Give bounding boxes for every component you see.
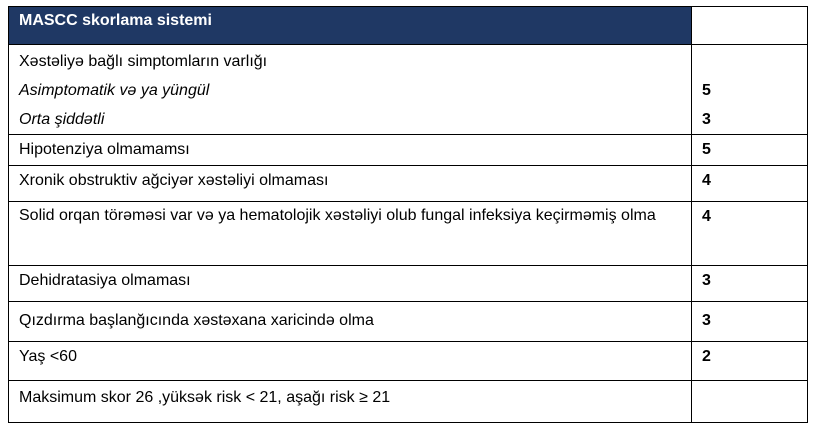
- criterion-label: Xəstəliyə bağlı simptomların varlığı: [19, 53, 268, 70]
- table-row: [9, 342, 808, 381]
- criterion-cell: [9, 381, 692, 423]
- table-row: [9, 381, 808, 423]
- score-cell: [692, 266, 808, 302]
- score-cell: [692, 202, 808, 266]
- criterion-cell: [9, 135, 692, 166]
- criterion-cell: [9, 166, 692, 202]
- score-value: 3: [702, 272, 711, 289]
- criterion-label: Yaş <60: [19, 348, 77, 365]
- score-value: [692, 47, 807, 76]
- criterion-cell: [9, 302, 692, 342]
- criterion-label: Qızdırma başlanğıcında xəstəxana xaricində olma: [19, 312, 374, 329]
- score-value: 3: [702, 111, 711, 128]
- score-cell: [692, 45, 808, 135]
- score-cell: [692, 381, 808, 423]
- criterion-label: Dehidratasiya olmaması: [19, 272, 191, 289]
- criterion-sub-label: Orta şiddətli: [19, 111, 105, 128]
- table-title: MASCC skorlama sistemi: [9, 7, 692, 45]
- criterion-cell: [9, 202, 692, 266]
- score-cell: [692, 342, 808, 381]
- table-row: [9, 202, 808, 266]
- table-row: [9, 45, 808, 135]
- header-score-cell: [692, 7, 808, 45]
- criterion-cell: [9, 45, 692, 135]
- score-value: 2: [702, 348, 711, 365]
- score-cell: [692, 302, 808, 342]
- score-value: 4: [702, 208, 711, 225]
- score-cell: [692, 135, 808, 166]
- criterion-label: Solid orqan törəməsi var və ya hematolojik xəstəliyi olub fungal infeksiya keçirməmiş olma: [19, 207, 656, 224]
- criterion-label: Xronik obstruktiv ağciyər xəstəliyi olmaması: [19, 172, 329, 189]
- score-value: 4: [702, 172, 711, 189]
- criterion-cell: [9, 266, 692, 302]
- score-value: 5: [702, 82, 711, 99]
- table-header-row: [9, 7, 808, 45]
- table-row: [9, 266, 808, 302]
- score-value: 5: [702, 141, 711, 158]
- criterion-sub-label: Asimptomatik və ya yüngül: [19, 82, 210, 99]
- table-row: [9, 166, 808, 202]
- score-value: 3: [702, 312, 711, 329]
- score-cell: [692, 166, 808, 202]
- mascc-score-table: [8, 6, 808, 423]
- criterion-cell: [9, 342, 692, 381]
- table-row: [9, 135, 808, 166]
- criterion-label: Maksimum skor 26 ,yüksək risk < 21, aşağı risk ≥ 21: [19, 389, 391, 406]
- criterion-label: Hipotenziya olmamamsı: [19, 141, 190, 158]
- table-row: [9, 302, 808, 342]
